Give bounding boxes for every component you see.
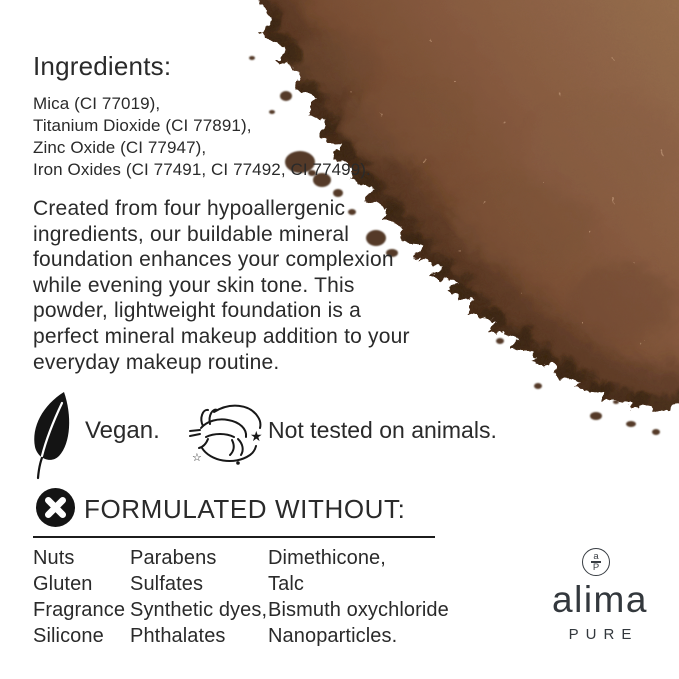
- description-line: powder, lightweight foundation is a: [33, 299, 362, 323]
- ingredients-list: [33, 93, 371, 181]
- ingredients-heading: Ingredients:: [33, 51, 172, 81]
- brand-tagline: PURE: [568, 626, 639, 643]
- excluded-ingredient: Nanoparticles.: [268, 625, 398, 647]
- description-line: Created from four hypoallergenic: [33, 197, 346, 220]
- not-tested-on-animals-label: Not tested on animals.: [268, 417, 497, 443]
- ingredient-line: Mica (CI 77019),: [33, 94, 161, 113]
- divider: [33, 536, 435, 538]
- ingredient-line: Zinc Oxide (CI 77947),: [33, 138, 207, 157]
- product-description: [33, 196, 410, 375]
- description-line: perfect mineral makeup addition to your: [33, 324, 410, 348]
- ingredient-line: Titanium Dioxide (CI 77891),: [33, 116, 252, 135]
- excluded-ingredient: Fragrance: [33, 599, 126, 621]
- leaf-icon: [26, 390, 74, 482]
- excluded-ingredient: Silicone: [33, 625, 104, 647]
- formulated-without-heading: FORMULATED WITHOUT:: [84, 494, 406, 524]
- ingredient-line: Iron Oxides (CI 77491, CI 77492, CI 77499).: [33, 160, 371, 179]
- formulated-without-column-3: [268, 545, 449, 649]
- excluded-ingredient: Dimethicone,: [268, 547, 386, 569]
- excluded-ingredient: Talc: [268, 573, 304, 595]
- excluded-ingredient: Bismuth oxychloride: [268, 599, 449, 621]
- excluded-ingredient: Sulfates: [130, 573, 204, 595]
- formulated-without-column-2: [130, 545, 267, 649]
- brand-monogram-icon: [582, 548, 610, 576]
- excluded-ingredient: Parabens: [130, 547, 217, 569]
- description-line: while evening your skin tone. This: [33, 273, 355, 297]
- description-line: foundation enhances your complexion: [33, 248, 394, 272]
- formulated-without-column-1: [33, 545, 125, 649]
- svg-text:★: ★: [250, 429, 263, 445]
- excluded-ingredient: Synthetic dyes,: [130, 599, 268, 621]
- description-line: everyday makeup routine.: [33, 350, 280, 374]
- description-line: ingredients, our buildable mineral: [33, 222, 350, 246]
- vegan-label: Vegan.: [85, 417, 160, 444]
- excluded-ingredient: Phthalates: [130, 625, 226, 647]
- excluded-ingredient: Gluten: [33, 573, 93, 595]
- svg-text:☆: ☆: [192, 451, 202, 464]
- brand-name: alima: [552, 579, 648, 620]
- monogram-top-letter: a: [593, 550, 599, 562]
- crossed-circle-icon: [36, 488, 75, 527]
- leaping-bunny-icon: [188, 399, 266, 469]
- excluded-ingredient: Nuts: [33, 547, 75, 569]
- monogram-bottom-letter: P: [592, 562, 600, 574]
